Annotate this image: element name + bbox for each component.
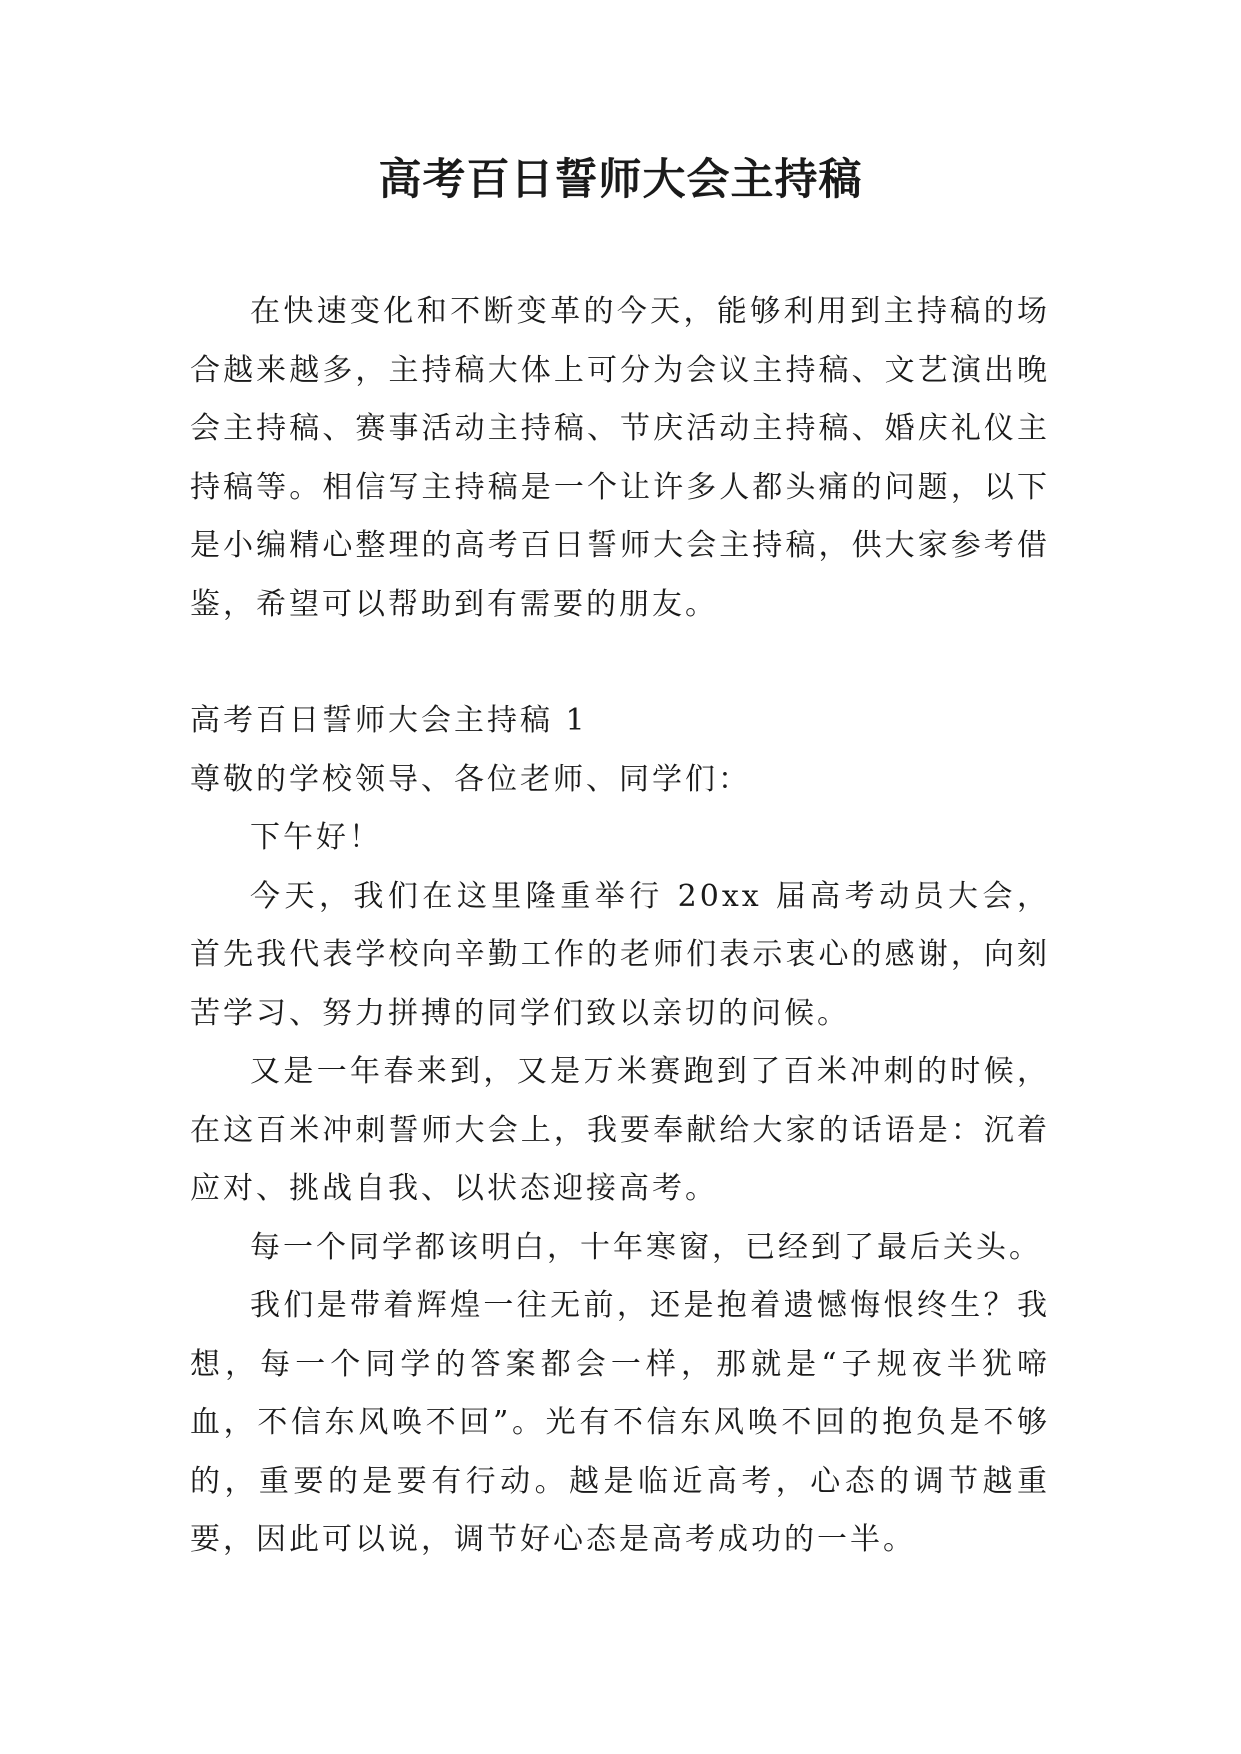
section-heading: 高考百日誓师大会主持稿 1 [190,703,588,738]
document-title: 高考百日誓师大会主持稿 [378,155,863,205]
body-paragraph: 每一个同学都该明白，十年寒窗，已经到了最后关头。 [250,1229,1042,1265]
body-paragraph: 又是一年春来到，又是万米赛跑到了百米冲刺的时候，在这百米冲刺誓师大会上，我要奉献给大家的话语是：沉着应对、挑战自我、以状态迎接高考。 [190,1054,1050,1206]
body-paragraph: 今天，我们在这里隆重举行 20xx 届高考动员大会，首先我代表学校向辛勤工作的老师们表示衷心的感谢，向刻苦学习、努力拼搏的同学们致以亲切的问候。 [190,878,1050,1031]
document-body [190,283,1050,1570]
intro-paragraph: 在快速变化和不断变革的今天，能够利用到主持稿的场合越来越多，主持稿大体上可分为会议主持稿、文艺演出晚会主持稿、赛事活动主持稿、节庆活动主持稿、婚庆礼仪主持稿等。相信写主持稿是一个让许多人都头痛的问题，以下是小编精心整理的高考百日誓师大会主持稿，供大家参考借鉴，希望可以帮助到有需要的朋友。 [190,294,1050,622]
salutation: 尊敬的学校领导、各位老师、同学们： [190,761,751,797]
body-paragraph: 我们是带着辉煌一往无前，还是抱着遗憾悔恨终生？我想，每一个同学的答案都会一样，那就是“子规夜半犹啼血，不信东风唤不回”。光有不信东风唤不回的抱负是不够的，重要的是要有行动。越是临近高考，心态的调节越重要，因此可以说，调节好心态是高考成功的一半。 [190,1288,1050,1557]
paragraph-spacer [190,634,1050,692]
greeting-paragraph: 下午好！ [250,820,382,855]
